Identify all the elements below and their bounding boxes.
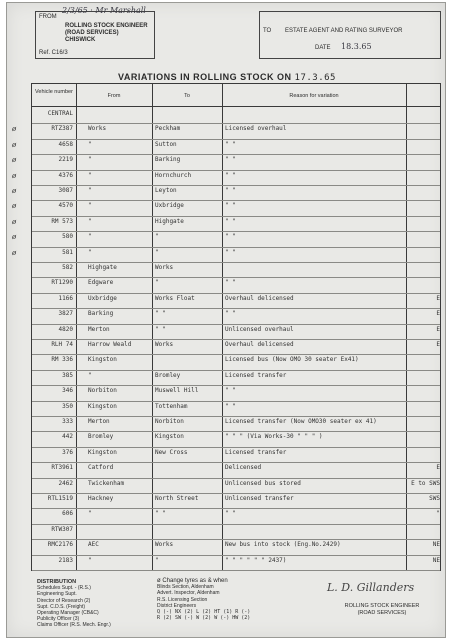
to-location: Works [155, 541, 174, 549]
column-header-from: From [107, 93, 121, 99]
variation-reason: " " " (Via Works-30 " " " ) [225, 433, 323, 441]
vehicle-number: 376 [62, 448, 73, 456]
to-location: Barking [155, 156, 181, 164]
memo-sheet [6, 2, 446, 638]
row-mark: ø [12, 140, 17, 149]
vehicle-number: 4570 [58, 202, 73, 210]
distribution-item: R.S. Licensing Section [157, 596, 208, 603]
status-code: " [436, 510, 440, 518]
status-code: SWS [429, 495, 440, 502]
from-location: Kingston [88, 402, 117, 410]
distribution-list [37, 579, 111, 629]
variation-reason: " " [225, 187, 236, 194]
from-location: Twickenham [88, 479, 125, 487]
distribution-item: Publicity Officer (3) [37, 616, 80, 623]
vehicle-number: RT3961 [51, 464, 73, 472]
status-code: E [436, 294, 440, 302]
from-location: " [88, 248, 92, 256]
to-location: Works Float [155, 294, 195, 302]
distribution-item: Blinds Section, Aldenham [157, 584, 214, 591]
from-location: Highgate [88, 264, 117, 271]
variation-reason: " " [225, 510, 236, 518]
variation-reason: Unlicensed overhaul [225, 325, 294, 333]
row-mark: ø [12, 171, 17, 180]
from-location: AEC [88, 541, 99, 549]
vehicle-number: 606 [62, 510, 73, 518]
from-location: Barking [88, 310, 114, 318]
to-location: " [155, 248, 159, 256]
to-location: Highgate [155, 217, 184, 225]
column-header-to: To [184, 93, 190, 99]
status-code: NE [432, 541, 440, 549]
variation-reason: Licensed bus (Now OMO 30 seater Ex41) [225, 356, 359, 364]
from-location: Bromley [88, 433, 114, 441]
ref-label: Ref. C16/3 [39, 50, 68, 56]
table-row [12, 200, 442, 212]
table-row [32, 508, 442, 520]
vehicle-number: RT1290 [51, 279, 73, 287]
variation-reason: Unlicensed bus stored [225, 479, 301, 487]
signature: L. D. Gillanders [327, 581, 415, 594]
from-line-2: (ROAD SERVICES) [65, 30, 119, 36]
from-location: Kingston [88, 448, 117, 456]
variation-reason: " " [225, 402, 236, 410]
table-row [32, 539, 442, 551]
table-row [12, 154, 442, 166]
table-row [12, 139, 442, 151]
table-row [32, 431, 442, 443]
row-mark: ø [12, 248, 17, 257]
vehicle-number: 4658 [58, 140, 73, 148]
from-line-1: ROLLING STOCK ENGINEER [65, 23, 148, 29]
vehicle-number: RTL1519 [47, 495, 73, 502]
signatory-line-2: (ROAD SERVICES) [357, 610, 407, 616]
to-location: " " [155, 325, 166, 333]
table-row [32, 401, 442, 413]
table-row [32, 277, 442, 289]
variations-table [12, 83, 441, 571]
table-row [12, 216, 442, 228]
from-location: Harrow Weald [88, 341, 132, 348]
table-row [32, 324, 442, 336]
from-location: " [88, 233, 92, 241]
table-row [32, 308, 442, 320]
table-row [32, 339, 442, 351]
row-mark: ø [12, 125, 17, 134]
variation-reason: " " [225, 140, 236, 148]
from-location: Kingston [88, 356, 117, 364]
vehicle-number: 1166 [58, 294, 73, 302]
vehicle-number: CENTRAL [47, 110, 73, 117]
to-location: " " [155, 310, 166, 318]
variation-reason: Delicensed [225, 464, 262, 472]
row-mark: ø [12, 233, 17, 242]
variation-reason: " " " " " " 2437) [225, 556, 287, 564]
status-code: E to SWS [411, 479, 440, 487]
variation-reason: Unlicensed transfer [225, 495, 294, 502]
from-label: FROM [39, 14, 57, 20]
to-location: Leyton [155, 187, 177, 194]
row-mark: ø [12, 187, 17, 195]
variation-reason: New bus into stock (Eng.No.2429) [225, 541, 341, 549]
to-location: Peckham [155, 125, 181, 133]
table-row [32, 293, 442, 305]
vehicle-number: 4820 [58, 325, 73, 333]
variation-reason: " " [225, 217, 236, 225]
distribution-item: Supt. C.D.S. (Freight) [37, 603, 86, 610]
from-location: " [88, 140, 92, 148]
table-row [32, 385, 442, 397]
vehicle-number: RMC2176 [47, 541, 73, 549]
to-location: Works [155, 264, 174, 271]
from-location: " [88, 556, 92, 564]
table-row [32, 462, 442, 474]
to-location: North Street [155, 495, 199, 502]
vehicle-number: 333 [62, 418, 73, 425]
variation-reason: Licensed overhaul [225, 125, 287, 133]
from-location: " [88, 171, 92, 179]
page-title [7, 72, 447, 83]
garage-codes-2: R (2) SW (-) W (2) W (-) HW (2) [157, 615, 251, 622]
from-location: Norbiton [88, 387, 117, 395]
vehicle-number: 581 [62, 248, 73, 256]
variation-reason: Licensed transfer [225, 448, 287, 456]
vehicle-number: 4376 [58, 171, 73, 179]
vehicle-number: 2219 [58, 156, 73, 164]
from-location: Works [88, 125, 107, 133]
variation-reason: Overhaul delicensed [225, 341, 294, 348]
status-code: E [436, 464, 440, 472]
from-location: " [88, 371, 92, 379]
variation-reason: " " [225, 233, 236, 241]
from-location: Hackney [88, 495, 114, 502]
from-location: Merton [88, 325, 110, 333]
from-line-3: CHISWICK [65, 37, 96, 43]
to-value: ESTATE AGENT AND RATING SURVEYOR [285, 28, 403, 34]
distribution-item: Director of Research (2) [37, 597, 91, 604]
signatory-title [327, 603, 437, 617]
to-location: New Cross [155, 448, 188, 456]
distribution-list-2 [157, 578, 250, 621]
vehicle-number: 385 [62, 371, 73, 379]
from-location: Catford [88, 464, 114, 472]
from-location: " [88, 217, 92, 225]
header-divider [32, 106, 440, 107]
table-row [12, 247, 442, 259]
variation-reason: Licensed transfer (Now OMO30 seater ex 41) [225, 418, 377, 425]
vehicle-number: RM 573 [51, 217, 73, 225]
distribution-item: District Engineers [157, 602, 197, 609]
to-location: " [155, 279, 159, 287]
table-row [32, 262, 442, 274]
from-location: " [88, 202, 92, 210]
from-location: Edgware [88, 279, 114, 287]
from-location: Uxbridge [88, 294, 117, 302]
to-location: " " [155, 510, 166, 518]
row-mark: ø [12, 156, 17, 165]
tyre-note: ø Change tyres as & when [157, 578, 228, 584]
table-row [32, 447, 442, 459]
variation-reason: " " [225, 171, 236, 179]
vehicle-number: RTZ387 [51, 125, 73, 133]
variation-reason: " " [225, 156, 236, 164]
status-code: E [436, 310, 440, 318]
vehicle-number: RLH 74 [51, 341, 73, 348]
to-location: Norbiton [155, 418, 184, 425]
date-label: DATE [315, 45, 331, 51]
footer [7, 573, 447, 639]
vehicle-number: 582 [62, 264, 73, 271]
to-label: TO [263, 28, 272, 34]
vehicle-number: RTW307 [51, 525, 73, 533]
row-mark: ø [12, 217, 17, 226]
to-location: Muswell Hill [155, 387, 199, 395]
table-row [32, 524, 442, 536]
garage-codes-1: Q (-) NX (2) L (2) HT (1) R (-) [157, 609, 251, 616]
to-location: " [155, 556, 159, 564]
status-code: NE [432, 556, 440, 564]
vehicle-number: 350 [62, 402, 73, 410]
variation-reason: " " [225, 248, 236, 256]
from-location: " [88, 510, 92, 518]
table-row [12, 231, 442, 243]
table-row [32, 555, 442, 567]
distribution-item: Claims Officer (R.S. Mech. Engr.) [37, 622, 111, 629]
table-row [32, 370, 442, 382]
variation-reason: Licensed transfer [225, 371, 287, 379]
handwritten-note: 2/3/65 · Mr Marshall [62, 6, 146, 15]
vehicle-number: 346 [62, 387, 73, 395]
variation-reason: " " [225, 279, 236, 287]
from-location: Merton [88, 418, 110, 425]
distribution-item: Operating Manager (CB&C) [37, 610, 99, 617]
variation-reason: " " [225, 387, 236, 395]
to-location: Works [155, 341, 174, 348]
from-location: " [88, 156, 92, 164]
vehicle-number: 442 [62, 433, 73, 441]
variation-reason: " " [225, 310, 236, 318]
distribution-item: Advert. Inspector, Aldenham [157, 590, 220, 597]
to-location: " [155, 233, 159, 241]
title-text: VARIATIONS IN ROLLING STOCK ON [118, 72, 292, 82]
column-header-reason: Reason for variation [289, 93, 339, 99]
vehicle-number: 580 [62, 233, 73, 241]
date-value: 18.3.65 [341, 42, 372, 51]
table-row [32, 478, 442, 490]
to-location: Sutton [155, 140, 177, 148]
column-header-vehicle: Vehicle number [35, 89, 73, 95]
table-row [12, 185, 442, 197]
row-divider [32, 570, 440, 571]
distribution-item: Schedules Supt. - (R.S.) [37, 585, 91, 592]
vehicle-number: RM 336 [51, 356, 73, 364]
to-location: Tottenham [155, 402, 188, 410]
row-mark: ø [12, 202, 17, 211]
distribution-label: DISTRIBUTION [37, 579, 77, 585]
to-location: Hornchurch [155, 171, 192, 179]
signatory-line-1: ROLLING STOCK ENGINEER [344, 603, 420, 609]
vehicle-number: 2183 [58, 556, 73, 564]
table-row [32, 416, 442, 428]
to-location: Uxbridge [155, 202, 184, 210]
table-row [32, 354, 442, 366]
table-row [12, 123, 442, 135]
variation-reason: " " [225, 202, 236, 210]
vehicle-number: 2462 [58, 479, 73, 487]
distribution-item: Engineering Supt. [37, 591, 77, 598]
from-location: " [88, 187, 92, 194]
variation-reason: Overhaul delicensed [225, 294, 294, 302]
status-code: E [436, 341, 440, 348]
table-row [32, 108, 442, 120]
vehicle-number: 3827 [58, 310, 73, 318]
to-box [259, 11, 441, 59]
to-location: Kingston [155, 433, 184, 441]
table-row [12, 170, 442, 182]
title-date: 17.3.65 [294, 73, 336, 83]
status-code: E [436, 325, 440, 333]
to-location: Bromley [155, 371, 181, 379]
table-row [32, 493, 442, 505]
vehicle-number: 3087 [58, 187, 73, 194]
